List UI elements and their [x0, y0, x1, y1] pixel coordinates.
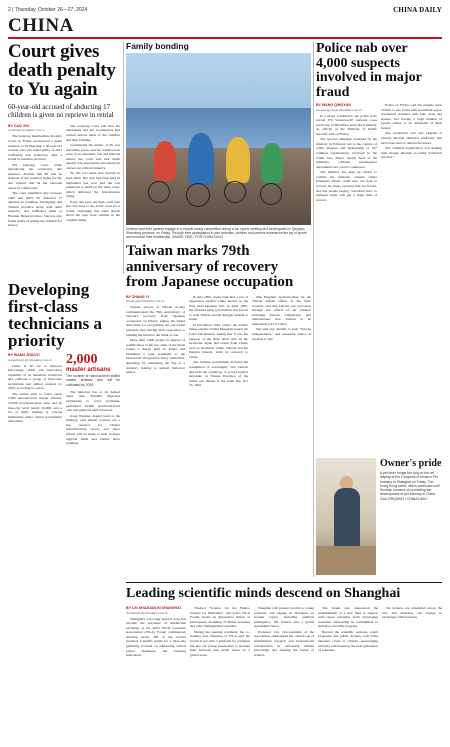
police-paragraph: The special campaign launched by the ministry in February led to the capture of 4,365 suspects and dismantling of 247 criminal organizations involved in the crime, Gao Zhiyu, deputy head of the ministry's criminal investigation department told a news conference. [316, 137, 377, 169]
section-rule [8, 37, 442, 39]
masthead: CHINA DAILY [393, 6, 442, 14]
family-bonding-feature [126, 41, 311, 238]
family-caption: Children and their parents engage in a tricycle racing competition during a fun sports meeting at a kindergarten in Qingdao, Shandong province, on Friday. Through their participation in joint activities, children and parents experience the joy of sports and enhance their relationship. ZHANG YING / FOR CHINA DAILY [126, 227, 307, 240]
police-headline: Police nab over 4,000 suspects involved in major fraud [316, 41, 422, 100]
taiwan-paragraph: Various sectors of Taiwan society commemorated the 79th anniversary of Taiwan's recovery from Japanese occupation on Friday, urging the island authorities for recognizing the one-China principle and viewing their opposition to pushing the island to the brink of war. [126, 305, 185, 337]
court-paragraph: The court identified that between 1993 and 2003, Yu abducted 17 children in Guizhou, Chongqing and Yunnan province along with other suspects, and trafficked them to Handan, Hebei province. She was also found guilty of selling the children for money. [8, 191, 62, 228]
taiwan-paragraph: In July 1895, Japan launched a war of aggression against China known as the First Sino-Japanese War. In April 1895, the defeated Qing government was forced to cede Taiwan and the Penghu Islands to Japan. [189, 294, 248, 322]
police-paragraph: The criminal organization was making their money through so-called "technical services". [381, 145, 442, 160]
section-title: CHINA [8, 15, 74, 36]
scientists-paragraph: Themed "Science for the Future, Science for Humanity", this year's WLA Forum boasts an impressive lineup of participants, including 23 Nobel laureates and other distinguished scientists. [190, 606, 250, 629]
taiwan-byline: BY ZHANG YI [126, 294, 150, 299]
court-email: caoyin@chinadaily.com.cn [8, 128, 45, 133]
taiwan-paragraph: The Chinese government declared the resumption of sovereignty over Taiwan and held the ceremony to accept Japan's surrender in Taiwan Province of the China war theater at the same day, Oct 25, 1945. [189, 360, 248, 388]
scientists-email: linshujuan@chinadaily.com.cn [126, 610, 169, 615]
technicians-headline: Developing first-class technicians a priority [8, 280, 102, 350]
owner-headline: Owner's pride [380, 458, 442, 469]
owner-pride-feature [316, 458, 442, 575]
taiwan-email: zhangyi@chinadaily.com.cn [126, 299, 165, 303]
court-paragraph: Yu, 60, was taken into custody in June 2022. Her trial had been held in September last year, and she was sentenced to death by the same court, which delivered the first-instance ruling. [66, 171, 120, 199]
taiwan-headline: Taiwan marks 79th anniversary of recovery from Japanese occupation [126, 243, 294, 290]
stat-description: The number of national-level skilled master artisans who will be cultivated by 2035 [66, 374, 120, 387]
taiwan-paragraph: Zhu Fenglian, spokeswoman for the Taiwan Affairs Office of the State Council, said that Taiwan was recovered through the efforts of all Chinese including Taiwan compatriots, and demonstrates that Taiwan is an inalienable part of China. [252, 294, 311, 327]
section-rule [126, 582, 442, 583]
court-paragraph: Early this year, the high court sent the case back to the lower court for a retrial, explaining that some details about the case were omitted in the original ruling. [66, 199, 120, 223]
court-paragraph: Considering the matter of Yu was extremely grave, and the criminal acts were of an extremely vile and heinous nature, the court said that death penalty was appropriate and should be carried out without leniency. [66, 142, 120, 170]
column-divider [313, 42, 314, 577]
technicians-paragraph: The initiative has so far helped more than 200,000 high-end technicians to solve problems, performed 10,000 provincial-level ones and gathered skill resources. [66, 389, 120, 413]
tricycle-race-photo [126, 53, 311, 225]
police-paragraph: The ministry has kept up efforts to combat the domestic scheme where fraudsters falsely claim they can help to recover all assets overseas that are frozen, and that people paying "activation fees" to unfreeze them will get a huge sum of reward. [316, 170, 377, 202]
taiwan-article [126, 244, 311, 389]
technicians-email: wangzhaoyi@chinadaily.com.cn [8, 357, 52, 362]
court-paragraph: The Guiyang Intermediate People's Court on Friday pronounced a death sentence to Yu Huaying, a 60-year-old woman who was found guilty of child trafficking and abduction, after a retrial in Guizhou province. [8, 134, 62, 162]
stat-number: 2,000 [66, 352, 98, 367]
scientists-paragraph: Professor Lin, vice-president of the association, emphasized the crucial role of fundamental research and international collaboration in advancing human knowledge and shaping the future of science. [254, 629, 314, 657]
scientists-paragraph: Beyond the scientific sessions, youth programs and public lectures will bring laureates closer to citizens, encouraging curiosity and inspiring the next generation of scientists. [318, 629, 378, 653]
police-paragraph: Police on Friday said the scheme lures victims to use forms with fraudulent logos, documents stamped with fake seals and stamps, and forcing a large number of people online to be defrauded of their money. [381, 103, 442, 130]
scientists-headline: Leading scientific minds descend on Shanghai [126, 586, 401, 601]
taiwan-paragraph: In December 1943, China, the United States and the United Kingdom issued the Cairo Declaration, stating that it was the purpose of the three allies that all the territories Japan had stolen from China, such as Northeast China, Taiwan and the Penghu Islands, shall be restored to China. [189, 322, 248, 360]
taiwan-paragraph: She said any attempt to seek "Taiwan independence" and separatist stance is doomed to fail. [252, 327, 311, 341]
scientists-paragraph: During the opening ceremony, the co-founder and chairman of WLA said the forum is not only a platform for scientists but also for young researchers to broaden their horizons and tackle issues on a global scale. [190, 629, 250, 657]
stat-label: master artisans [66, 367, 111, 373]
newspaper-page [8, 6, 442, 741]
scientists-paragraph: Shanghai will present awards to young scientists and engage in dialogues on frontier topics, including artificial intelligence, life science and a global sustainable future. [254, 606, 314, 629]
police-paragraph: In a major crackdown, the police have solved 370 "underworld" national cases involving 12.86 billion yuan ($1.8 billion), an official of the Ministry of Public Security said on Friday. [316, 113, 377, 136]
court-article [8, 42, 120, 229]
technicians-byline: BY WANG ZHAOYI [8, 353, 40, 357]
technicians-paragraph: The nation aims to foster about 2,000 national-level master artisans, 10,000 provincial-level ones, and an inter-city level nearly 50,000, and a lot of skills training at various institutions under central government authorities. [8, 391, 62, 424]
technicians-article [8, 281, 120, 447]
police-byline: BY WANG QINGYUN [316, 103, 351, 107]
page-number-date: 2 | Thursday, October 26—27, 2024 [8, 7, 88, 13]
court-headline: Court gives death penalty to Yu again [8, 41, 116, 100]
scientists-article [126, 586, 442, 659]
scientists-paragraph: The forum also announced the establishment of a new fund to support early-career scientists from developing countries, reinforcing its commitment to inclusive scientific progress. [318, 606, 378, 629]
police-article [316, 42, 442, 203]
court-paragraph: The Guiyang court said that the defendants and her accomplices had caused serious harm to the children and their families. [66, 123, 120, 142]
court-deck: 60-year-old accused of abducting 17 children is given no reprieve in retrial [8, 103, 114, 120]
pet-owner-photo [316, 458, 376, 575]
taiwan-paragraph: More than 1,000 people in support of reunification of the two sides of the Strait joined a march held in Taipei and submitted a joint statement to the Democratic Progressive Party authorities, appealing for reinstating the day as a statutory holiday to uphold historical justice. [126, 337, 185, 375]
column-divider [123, 42, 124, 274]
scientists-byline: BY LIN SHUJUAN IN SHANGHAI [126, 606, 181, 610]
scientists-paragraph: Six lectures are scheduled across the city, and attendees can engage in exchanges with laureates. [382, 606, 442, 620]
owner-caption: A pet lover brings her dog on the art display at the Congress of Modern Pet Industry in Shanghai on Friday. The Hong Kong event, which continued until Sunday, focused on promoting the development of pet industry in China. GAO ERQIANG / CHINA DAILY [380, 471, 440, 501]
police-email: wangqingyun@chinadaily.com.cn [316, 107, 363, 112]
scientists-paragraph: Shanghai's Lin-Gang Special Area has become the epicenter of intellectual exchange as the 2024 World Laureates Association (WLA) Forum commenced, drawing nearly 300 of the world's foremost scientific minds for a three-day gathering focused on addressing critical global challenges and fostering innovation. [126, 616, 186, 658]
court-paragraph: The Guiyang court, while announcing the conviction and sentence, decided that Yu will be stripped of her political rights for life and ordered that all her personal assets be confiscated. [8, 162, 62, 190]
court-byline: BY CAO YIN [8, 123, 29, 128]
police-paragraph: The crackdown was also targeted at various internet financial platforms that have been used to defraud investors. [381, 131, 442, 145]
technicians-paragraph: Jiang Wenhua, deputy head of the ministry, said skilled workers are a key resource for China's manufacturing sector, and more efforts will be made to help workers upgrade skills and enable more trainings. [66, 413, 120, 446]
photo-label: Family bonding [126, 41, 189, 51]
technicians-paragraph: China is all set to improve knowledge, skills and innovation capability of its industrial workforce and cultivate a group of first-class technicians and skilled workers by 2035, according to a plan. [8, 363, 62, 391]
